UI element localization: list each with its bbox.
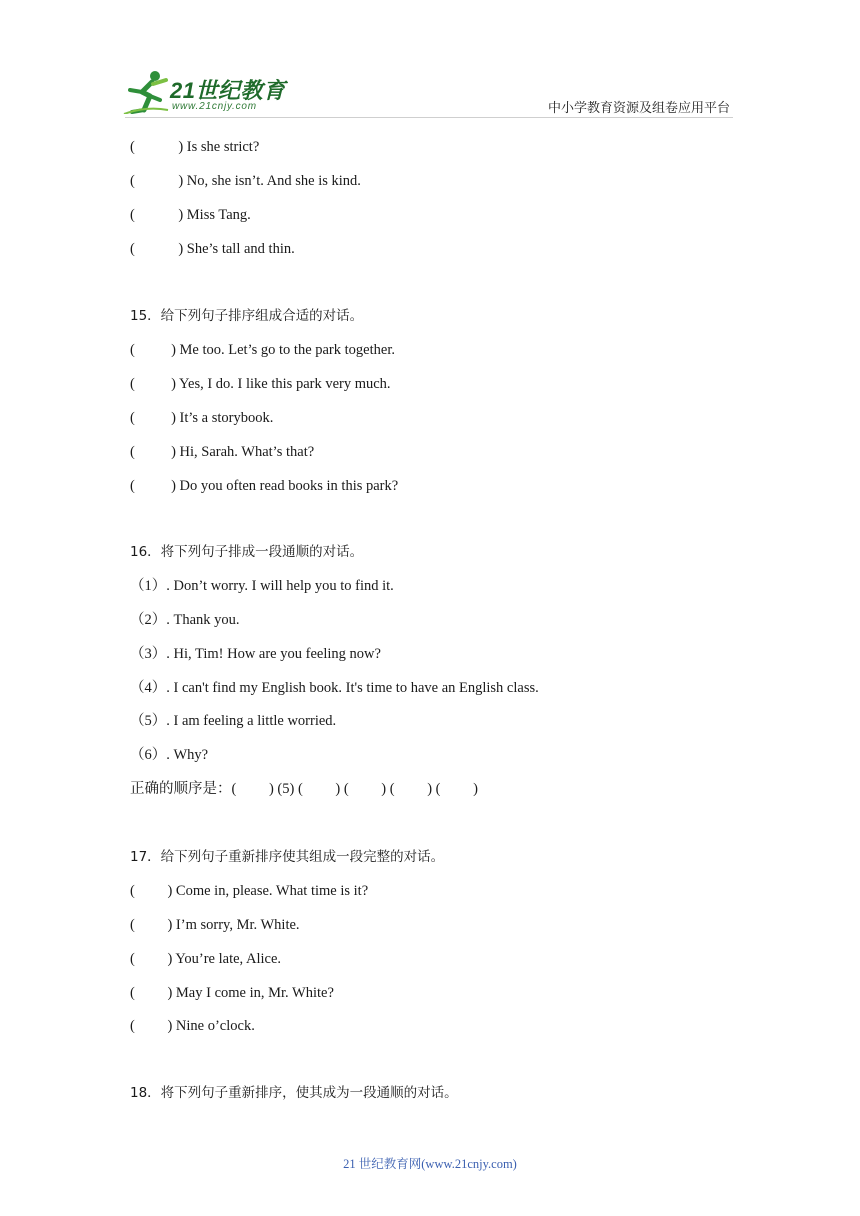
list-item: ( ) You’re late, Alice. (130, 951, 282, 967)
list-item: （4）. I can't find my English book. It's time to have an English class. (130, 680, 539, 696)
header-divider (125, 117, 733, 118)
list-item: ( ) Do you often read books in this park? (130, 478, 399, 494)
list-item: （5）. I am feeling a little worried. (130, 713, 337, 729)
list-item: ( ) Me too. Let’s go to the park together. (130, 342, 395, 358)
page-header (0, 0, 860, 125)
list-item: ( ) Yes, I do. I like this park very much. (130, 376, 391, 392)
question-title: 15．给下列句子排序组成合适的对话。 (130, 308, 364, 324)
question-title: 17．给下列句子重新排序使其组成一段完整的对话。 (130, 849, 445, 865)
list-item: ( ) Come in, please. What time is it? (130, 883, 369, 899)
runner-logo-icon (122, 70, 170, 114)
list-item: ( ) No, she isn’t. And she is kind. (130, 173, 361, 189)
list-item: ( ) May I come in, Mr. White? (130, 985, 334, 1001)
platform-tagline: 中小学教育资源及组卷应用平台 (548, 101, 731, 116)
brand-logo (122, 68, 292, 116)
list-item: ( ) Nine o’clock. (130, 1018, 255, 1034)
answer-line: 正确的顺序是：( ) (5) ( ) ( ) ( ) ( ) (130, 781, 478, 797)
list-item: ( ) Is she strict? (130, 139, 260, 155)
page-footer: 21 世纪教育网(www.21cnjy.com) (343, 1157, 517, 1171)
question-title: 18．将下列句子重新排序，使其成为一段通顺的对话。 (130, 1085, 458, 1101)
list-item: ( ) Miss Tang. (130, 207, 251, 223)
list-item: （3）. Hi, Tim! How are you feeling now? (130, 646, 381, 662)
logo-url: www.21cnjy.com (172, 101, 257, 112)
list-item: ( ) I’m sorry, Mr. White. (130, 917, 300, 933)
list-item: ( ) Hi, Sarah. What’s that? (130, 444, 315, 460)
list-item: （2）. Thank you. (130, 612, 240, 628)
logo-text: 21世纪教育 (170, 78, 286, 103)
list-item: ( ) It’s a storybook. (130, 410, 274, 426)
list-item: （6）. Why? (130, 747, 209, 763)
question-title: 16．将下列句子排成一段通顺的对话。 (130, 544, 364, 560)
list-item: ( ) She’s tall and thin. (130, 241, 295, 257)
list-item: （1）. Don’t worry. I will help you to find it. (130, 578, 394, 594)
